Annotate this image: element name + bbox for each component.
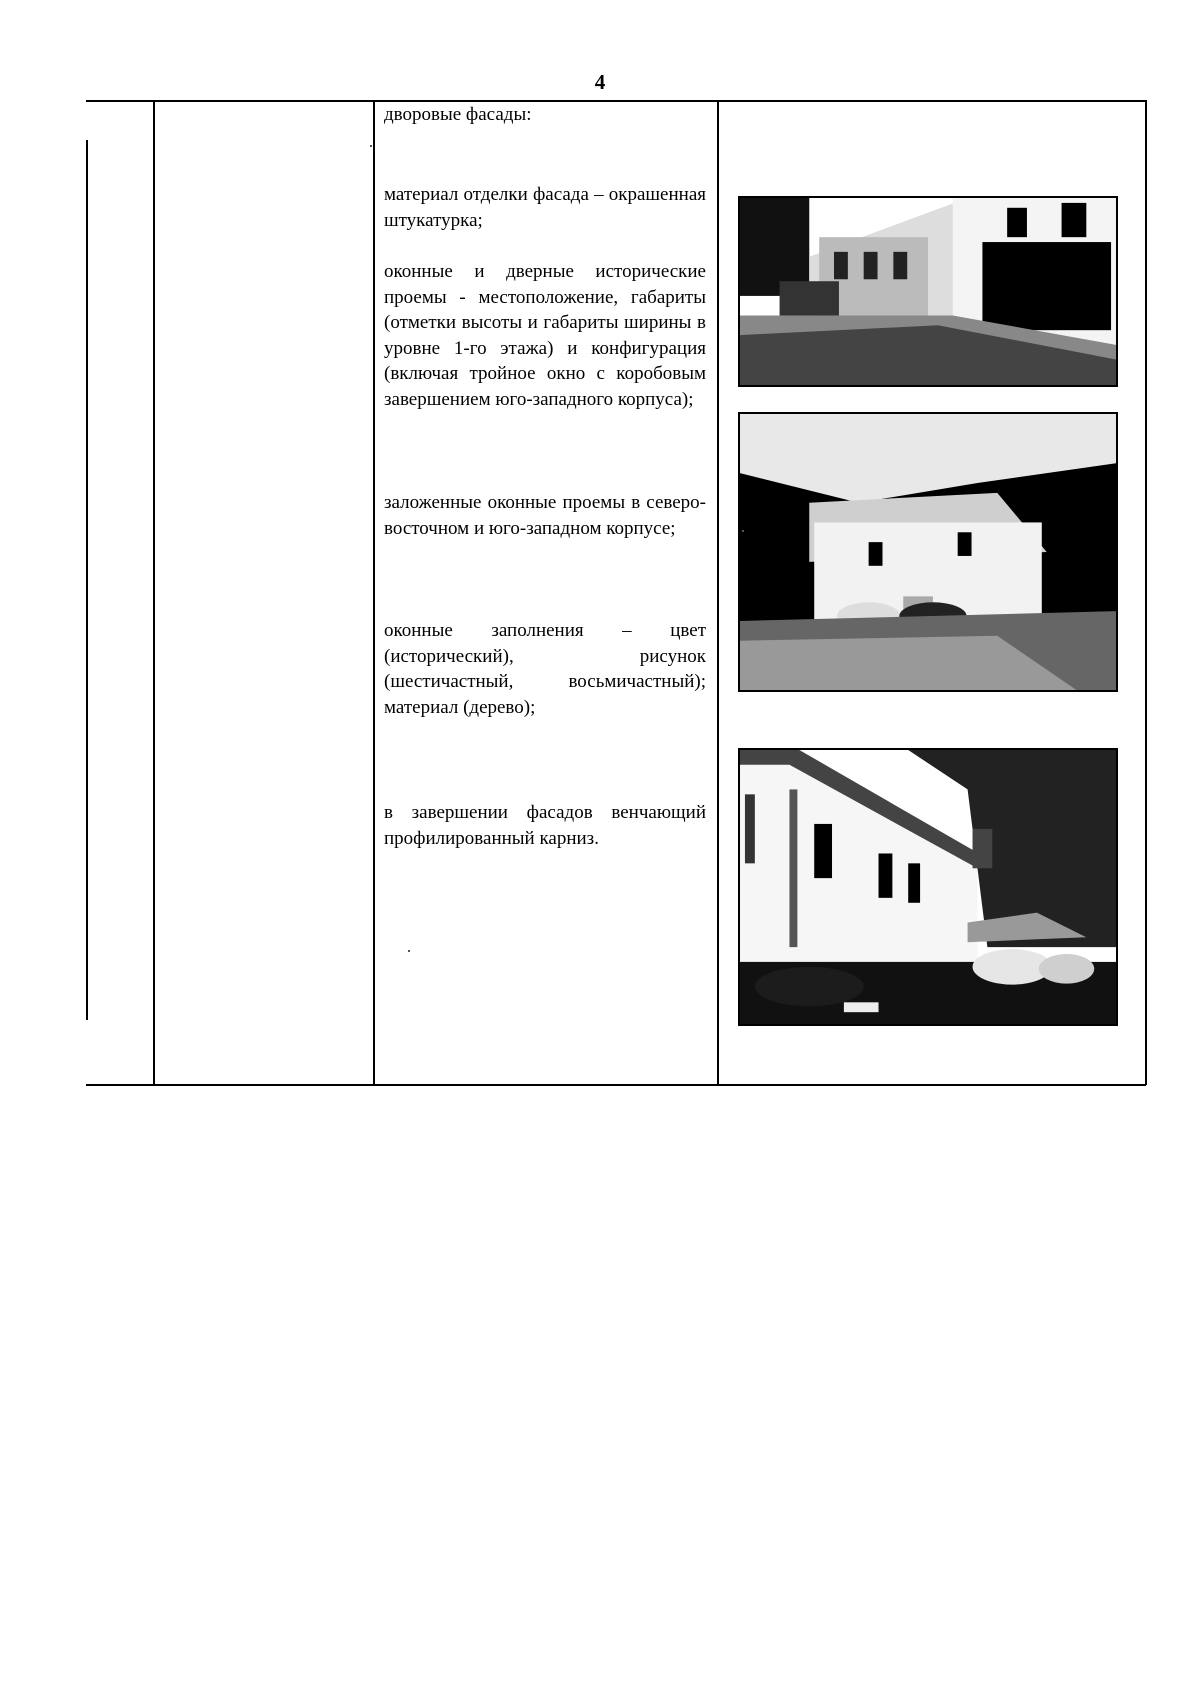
- speck: [370, 145, 372, 147]
- paragraph-window-door-openings: оконные и дверные исторические проемы - местоположение, габариты (отметки высоты и габариты ширины в уровне 1-го этажа) и конфигурация (включая тройное окно с коробовым завершением юго-западного корпуса);: [384, 261, 706, 410]
- table-right-border: [1145, 100, 1147, 1085]
- speck: [742, 530, 744, 532]
- courtyard-facade-photo-3: [738, 748, 1118, 1026]
- courtyard-facade-photo-2: [738, 412, 1118, 692]
- paragraph-window-fillings: оконные заполнения – цвет (исторический), рисунок (шестичастный, восьмичастный); материал (дерево);: [384, 620, 706, 718]
- section-heading: дворовые фасады:: [384, 104, 532, 125]
- speck: [408, 950, 410, 952]
- page-number: 4: [594, 70, 606, 94]
- paragraph-bricked-openings: заложенные оконные проемы в северо-восточном и юго-западном корпусе;: [384, 492, 706, 539]
- column-divider-1: [153, 100, 155, 1085]
- table-bottom-border: [86, 1084, 1146, 1086]
- courtyard-facade-photo-1: [738, 196, 1118, 387]
- paragraph-finish-material: материал отделки фасада – окрашенная штукатурка;: [384, 184, 706, 231]
- column-divider-2: [373, 100, 375, 1085]
- paragraph-cornice: в завершении фасадов венчающий профилированный карниз.: [384, 802, 706, 849]
- column-divider-3: [717, 100, 719, 1085]
- table-left-border: [86, 140, 88, 1020]
